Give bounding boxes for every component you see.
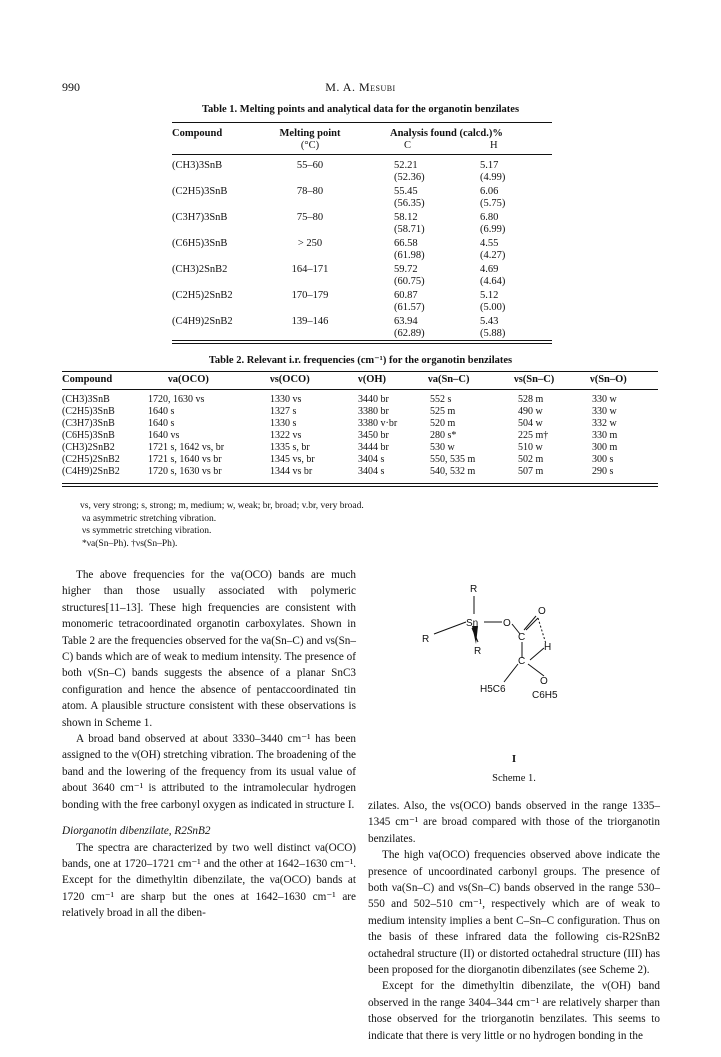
table1-cell-h-calcd: (5.00) xyxy=(480,302,506,313)
atom-r-top: R xyxy=(470,584,478,595)
table1-cell-melting-point: > 250 xyxy=(297,238,323,249)
table1-cell-c-found: 58.12 xyxy=(394,212,418,223)
table2-cell-va-oco: 1640 s xyxy=(148,418,175,429)
table2-cell-va-oco: 1721 s, 1642 vs, br xyxy=(148,442,225,453)
table1-cell-c-calcd: (56.35) xyxy=(394,198,425,209)
table1-cell-compound: (CH3)3SnB xyxy=(172,160,223,171)
table2-row xyxy=(62,418,658,430)
paragraph: A broad band observed at about 3330–3440 cm⁻¹ has been assigned to the ν(OH) stretching vibration. The broadening of the band and the lowering of the frequency from its usual value of about 3640 cm⁻¹ is attributed to the intramolecular hydrogen bonding with the free carbonyl oxygen as indicated in structure I. xyxy=(62,733,356,811)
table1-header-c: C xyxy=(404,140,412,151)
table2-row xyxy=(62,442,658,454)
table2-cell-vs-snc: 225 m† xyxy=(518,430,549,441)
table2-cell-compound: (CH3)3SnB xyxy=(62,394,110,405)
table1-cell-melting-point: 139–146 xyxy=(291,316,329,327)
table1-cell-c-found: 60.87 xyxy=(394,290,418,301)
table1-header-rule xyxy=(172,154,552,155)
atom-c2: C xyxy=(518,656,526,667)
table2-cell-vs-snc: 510 w xyxy=(518,442,543,453)
table2-cell-vs-oco: 1327 s xyxy=(270,406,297,417)
table2-header-v-sno: ν(Sn–O) xyxy=(590,374,627,385)
table1-cell-c-calcd: (58.71) xyxy=(394,224,425,235)
table2-header-vs-oco: νs(OCO) xyxy=(270,374,310,385)
table2-cell-v-sno: 300 s xyxy=(592,454,614,465)
footnote: νa asymmetric stretching vibration. xyxy=(82,513,217,524)
table2-cell-va-snc: 530 w xyxy=(430,442,455,453)
table1-cell-h-found: 5.43 xyxy=(480,316,499,327)
table2-bottom-rule-2 xyxy=(62,486,658,487)
table2-cell-va-oco: 1640 vs xyxy=(148,430,180,441)
table2-cell-v-sno: 330 w xyxy=(592,394,617,405)
table1-cell-h-calcd: (4.27) xyxy=(480,250,506,261)
table2-cell-va-snc: 520 m xyxy=(430,418,456,429)
table2-header-rule xyxy=(62,389,658,390)
table2-cell-vs-oco: 1335 s, br xyxy=(270,442,310,453)
table2-cell-vs-oco: 1344 vs br xyxy=(270,466,313,477)
table2-header-vs-snc: νs(Sn–C) xyxy=(514,374,555,385)
atom-ph1: H5C6 xyxy=(480,684,506,695)
table2-cell-va-oco: 1720 s, 1630 vs br xyxy=(148,466,222,477)
table1-cell-h-calcd: (5.75) xyxy=(480,198,506,209)
table1-cell-h-found: 6.80 xyxy=(480,212,499,223)
table1-cell-c-calcd: (60.75) xyxy=(394,276,425,287)
table2-cell-va-snc: 550, 535 m xyxy=(430,454,476,465)
table2-cell-compound: (CH3)2SnB2 xyxy=(62,442,115,453)
table2-cell-vs-snc: 504 w xyxy=(518,418,543,429)
table2-cell-va-oco: 1640 s xyxy=(148,406,175,417)
table2-row xyxy=(62,394,658,406)
table2-row xyxy=(62,406,658,418)
table1-bottom-rule xyxy=(172,340,552,341)
table1-cell-h-calcd: (4.99) xyxy=(480,172,506,183)
table1-cell-melting-point: 164–171 xyxy=(291,264,329,275)
table1-cell-compound: (C6H5)3SnB xyxy=(172,238,228,249)
table2-cell-v-oh: 3450 br xyxy=(358,430,389,441)
table1-cell-melting-point: 170–179 xyxy=(291,290,329,301)
table1-cell-c-found: 63.94 xyxy=(394,316,418,327)
table1-cell-compound: (C4H9)2SnB2 xyxy=(172,316,233,327)
footnote: vs, very strong; s, strong; m, medium; w, weak; br, broad; v.br, very broad. xyxy=(80,501,364,511)
table2-cell-compound: (C2H5)3SnB xyxy=(62,406,115,417)
table1-cell-compound: (C2H5)3SnB xyxy=(172,186,228,197)
section-subheading: Diorganotin dibenzilate, R2SnB2 xyxy=(62,825,211,838)
scheme1-structure xyxy=(410,578,610,748)
table1-cell-h-found: 4.55 xyxy=(480,238,499,249)
table2-cell-va-oco: 1720, 1630 vs xyxy=(148,394,205,405)
table1-cell-compound: (C2H5)2SnB2 xyxy=(172,290,233,301)
table1-header-mp: Melting point xyxy=(279,128,341,139)
paragraph: The high νa(OCO) frequencies observed above indicate the presence of uncoordinated carbonyl groups. The presence of both νa(Sn–C) and νs(Sn–C) bands observed in the range 530–550 and 502–510 cm⁻¹, respectively which are of weak to medium intensity implies a bent C–Sn–C configuration. Thus on the basis of these infrared data the following cis-R2SnB2 octahedral structure (II) or distorted octahedral structure (III) has been proposed for the diorganotin dibenzilates (see Scheme 2). xyxy=(368,849,660,977)
footnote: νs symmetric stretching vibration. xyxy=(82,526,212,536)
table2-cell-v-sno: 330 w xyxy=(592,406,617,417)
table1-header-h: H xyxy=(490,140,498,151)
atom-r-bottom: R xyxy=(474,646,482,657)
page-number: 990 xyxy=(62,80,80,94)
table1-cell-h-calcd: (6.99) xyxy=(480,224,506,235)
table2-cell-v-oh: 3380 br xyxy=(358,406,389,417)
table2-cell-vs-oco: 1330 vs xyxy=(270,394,302,405)
table1-cell-compound: (C3H7)3SnB xyxy=(172,212,228,223)
table2-cell-compound: (C3H7)3SnB xyxy=(62,418,115,429)
table2-cell-v-oh: 3380 v·br xyxy=(358,418,398,429)
table1-cell-c-found: 52.21 xyxy=(394,160,418,171)
table2-cell-v-sno: 300 m xyxy=(592,442,618,453)
body-right-column xyxy=(368,798,660,1044)
table1-cell-c-found: 59.72 xyxy=(394,264,418,275)
table1-cell-c-calcd: (61.57) xyxy=(394,302,425,313)
table1-cell-h-calcd: (4.64) xyxy=(480,276,506,287)
table2-cell-compound: (C4H9)2SnB2 xyxy=(62,466,120,477)
atom-h: H xyxy=(544,642,552,653)
table1-cell-c-calcd: (62.89) xyxy=(394,328,425,339)
table2-caption: Table 2. Relevant i.r. frequencies (cm⁻¹) for the organotin benzilates xyxy=(208,355,513,366)
table1-cell-h-found: 6.06 xyxy=(480,186,499,197)
table2-cell-v-sno: 290 s xyxy=(592,466,614,477)
table1-cell-h-calcd: (5.88) xyxy=(480,328,506,339)
atom-ph2: C6H5 xyxy=(532,690,558,701)
structure-label: I xyxy=(511,753,517,765)
table1-caption: Table 1. Melting points and analytical data for the organotin benzilates xyxy=(201,104,520,115)
atom-o2: O xyxy=(538,606,546,617)
atom-o3: O xyxy=(540,676,548,687)
table2-cell-va-snc: 280 s* xyxy=(430,430,457,441)
table2-cell-va-snc: 552 s xyxy=(430,394,452,405)
atom-o1: O xyxy=(503,618,511,629)
table2-cell-v-sno: 330 m xyxy=(592,430,618,441)
table2-row xyxy=(62,466,658,478)
table2-cell-compound: (C2H5)2SnB2 xyxy=(62,454,120,465)
table1-cell-c-found: 55.45 xyxy=(394,186,418,197)
table2-header-v-oh: ν(OH) xyxy=(358,374,387,385)
table1-cell-h-found: 5.12 xyxy=(480,290,499,301)
table2-cell-compound: (C6H5)3SnB xyxy=(62,430,115,441)
table2-header-compound: Compound xyxy=(62,374,113,385)
table2-cell-vs-oco: 1330 s xyxy=(270,418,297,429)
table1-cell-melting-point: 75–80 xyxy=(296,212,324,223)
table1-cell-compound: (CH3)2SnB2 xyxy=(172,264,228,275)
table2-row xyxy=(62,430,658,442)
table2-cell-vs-oco: 1322 vs xyxy=(270,430,302,441)
table2-header-va-oco: νa(OCO) xyxy=(168,374,209,385)
table2-top-rule xyxy=(62,371,658,372)
table1-header-analysis: Analysis found (calcd.)% xyxy=(390,128,503,139)
atom-c1: C xyxy=(518,632,526,643)
paragraph: The above frequencies for the νa(OCO) bands are much higher than those usually associated with polymeric structures[11–13]. These high frequencies are consistent with monomeric tetracoordinated organotin carboxylates. Shown in Table 2 are the frequencies observed for the νa(Sn–C) and νs(Sn–C) bands which are of weak to medium intensity. The presence of both ν(Sn–C) bands suggests the absence of a planar SnC3 configuration and hence the absence of pentaccoordinated tin atom. A plausible structure consistent with these observations is shown in Scheme 1. xyxy=(62,569,356,729)
table1-bottom-rule-2 xyxy=(172,343,552,344)
table2-cell-v-oh: 3444 br xyxy=(358,442,389,453)
scheme-caption: Scheme 1. xyxy=(492,773,536,784)
table2-cell-vs-snc: 490 w xyxy=(518,406,543,417)
table2-cell-vs-snc: 507 m xyxy=(518,466,544,477)
table1-cell-h-found: 4.69 xyxy=(480,264,499,275)
table1-cell-h-found: 5.17 xyxy=(480,160,499,171)
table2-cell-v-oh: 3404 s xyxy=(358,454,385,465)
table2 xyxy=(62,374,658,388)
table1-cell-melting-point: 55–60 xyxy=(296,160,324,171)
atom-sn: Sn xyxy=(466,618,479,629)
table2-header-va-snc: νa(Sn–C) xyxy=(428,374,470,385)
table2-cell-v-sno: 332 w xyxy=(592,418,617,429)
body-left-column xyxy=(62,567,356,922)
table2-bottom-rule xyxy=(62,483,658,484)
table1-header-mp-unit: (°C) xyxy=(300,140,320,151)
table2-cell-vs-snc: 528 m xyxy=(518,394,544,405)
paragraph: The spectra are characterized by two well distinct νa(OCO) bands, one at 1720–1721 cm⁻¹ and the other at 1642–1630 cm⁻¹. Except for the dimethyltin dibenzilate, the νa(OCO) bands at 1720 cm⁻¹ are sharp but the ones at 1642–1630 cm⁻¹ are relatively broad in all the diben- xyxy=(62,841,356,920)
table2-cell-vs-oco: 1345 vs, br xyxy=(270,454,315,465)
running-head: M. A. Mesubi xyxy=(325,80,396,94)
table2-cell-va-snc: 540, 532 m xyxy=(430,466,476,477)
table1-cell-c-calcd: (52.36) xyxy=(394,172,425,183)
table1-header-compound: Compound xyxy=(172,128,223,139)
footnote: *νa(Sn–Ph). †νs(Sn–Ph). xyxy=(82,538,178,549)
table2-cell-v-oh: 3404 s xyxy=(358,466,385,477)
table1-cell-melting-point: 78–80 xyxy=(296,186,324,197)
paragraph: Except for the dimethyltin dibenzilate, the ν(OH) band observed in the range 3404–344 cm⁻¹ are relatively sharper than those observed for the triorganotin benzilates. This seems to indicate that there is very little or no hydrogen bonding in the xyxy=(368,980,660,1042)
table2-footnotes xyxy=(80,500,364,550)
table1-cell-c-found: 66.58 xyxy=(394,238,418,249)
table2-cell-v-oh: 3440 br xyxy=(358,394,389,405)
table2-row xyxy=(62,454,658,466)
table1-cell-c-calcd: (61.98) xyxy=(394,250,425,261)
table2-cell-va-oco: 1721 s, 1640 vs br xyxy=(148,454,222,465)
atom-r-left: R xyxy=(422,634,430,645)
table2-cell-va-snc: 525 m xyxy=(430,406,456,417)
table1-top-rule xyxy=(172,122,552,123)
table2-cell-vs-snc: 502 m xyxy=(518,454,544,465)
paragraph: zilates. Also, the νs(OCO) bands observed in the range 1335–1345 cm⁻¹ are broad compared with those of the triorganotin benzilates. xyxy=(368,800,660,845)
